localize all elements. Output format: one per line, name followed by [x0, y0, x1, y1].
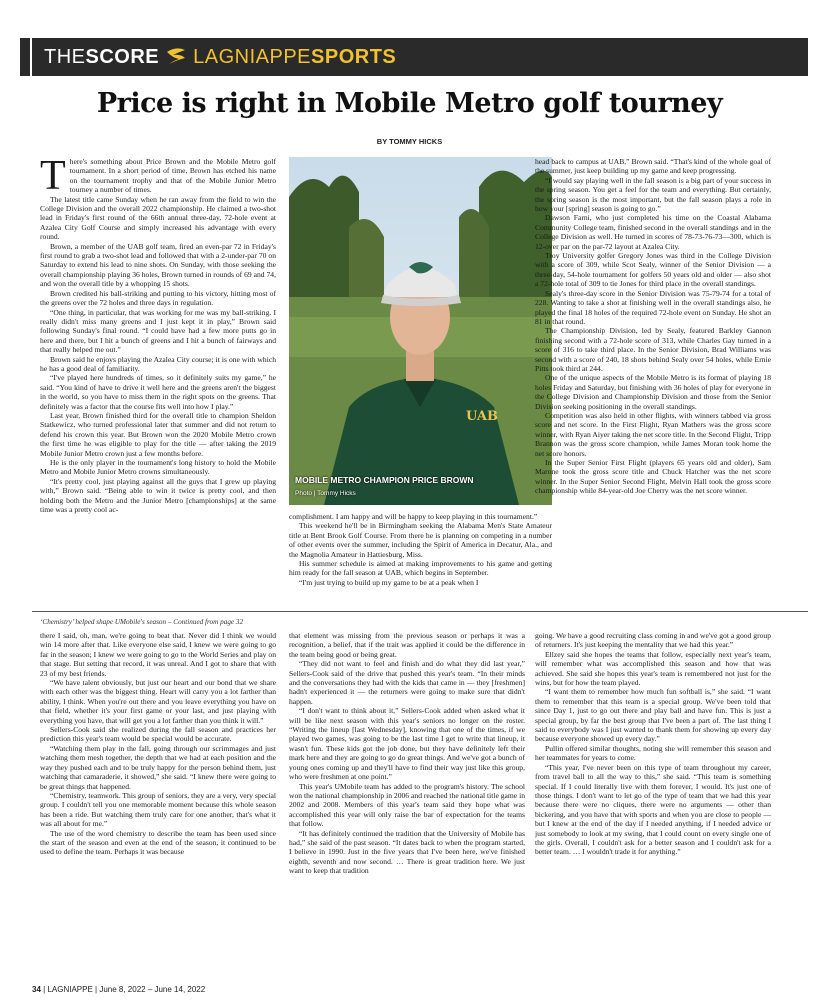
article-column-1: [40, 157, 276, 609]
paragraph: “I would say playing well in the fall season is a big part of your success in the spring season. You get a feel for the team and everything. But certainly, the spring season is the most important, but the fall season plays a role in how your [spring] season is going to go.”: [535, 175, 771, 214]
paragraph: that element was missing from the previous season or perhaps it was a recognition, a belief, that if the trait was applied it could be the difference in the team being good or being great.: [289, 631, 525, 659]
paragraph: Brown said he enjoys playing the Azalea City course; it is one with which he has a good deal of familiarity.: [40, 354, 276, 373]
banner-the: THE: [44, 45, 86, 68]
paragraph: “One thing, in particular, that was working for me was my ball-striking. I really didn't miss many greens and I just kept it in play,” Brown said following Sunday's final round. “I could have had a few more putts go in here and there, but I hit a bunch of greens and I hit a bunch of fairways and that really helped me out.”: [40, 307, 276, 355]
golfer-portrait-image: [289, 157, 552, 505]
paragraph: This weekend he'll be in Birmingham seeking the Alabama Men's State Amateur title at Bent Brook Golf Course. From there he is planning on competing in a number of other events over the summer, including the Spirit of America in Decatur, Ala., and the Magnolia Amateur in Hattiesburg, Miss.: [289, 521, 552, 559]
paragraph: [40, 157, 276, 199]
paragraph: “This year, I've never been on this type of team throughout my career, from travel ball to all the way to this,” she said. “This team is something special. If I could literally live with them forever, I would. It's just one of those things. I don't want to let go of the type of team that we had this year because there were no cliques, there were no arguments — other than bickering, and you have that with sports and when you are close to people — but I knew at the end of the day if I needed anything, if I needed advice or just somebody to look at my swing, that I could count on every single one of the girls. Overall, I couldn't ask for a better season and I couldn't ask for a better team. … I wouldn't trade it for anything.”: [535, 762, 771, 857]
paragraph: The latest title came Sunday when he ran away from the field to win the College Division and the overall 2022 championship. He claimed a two-shot lead in Friday's first round of the 66th annual three-day, 72-hole event at Azalea City Golf Course and simply increased his advantage with every round.: [40, 194, 276, 242]
paragraph: In the Super Senior First Flight (players 65 years old and older), Sam Marone took the gross score title and Chuck Hatcher was the net score winner. In the Super Senior Second Flight, Melvin Hall took the gross score championship while 84-year-old Joe Cherry was the net score winner.: [535, 458, 771, 496]
paragraph: Ellzey said she hopes the teams that follow, especially next year's team, will remember what was accomplished this season and how that was achieved. She said she hopes this year's team is remembered not just for the wins, but for how the team played.: [535, 649, 771, 688]
publication-name: LAGNIAPPE: [47, 985, 93, 994]
paragraph: Sellers-Cook said she realized during the fall season and practices her prediction this year's team would be special would be accurate.: [40, 725, 276, 744]
paragraph: “They did not want to feel and finish and do what they did last year,” Sellers-Cook said of the drive that pushed this year's team. “In their minds and the conversations they had with the kids that came in — they [freshmen] hadn't experienced it — the returners were going to make sure that didn't happen.: [289, 659, 525, 706]
paragraph: there I said, oh, man, we're going to beat that. Never did I think we would win 14 more after that. Like everyone else said, I knew we were going to go far in the season; I knew we were going to go to the World Series and play on that stage. But setting that record, it was unreal. And I got to share that with 23 of my best friends.: [40, 631, 276, 678]
paragraph: Competition was also held in other flights, with winners tabbed via gross score and net score. In the First Flight, Ryan Mathers was the gross score winner, with Ryan Aiyer taking the net score title. In the Second Flight, Tripp Brannon was the gross score champion, while James Moran took home the net score honors.: [535, 410, 771, 458]
photo-caption: MOBILE METRO CHAMPION PRICE BROWN: [295, 475, 474, 485]
section-banner: [32, 38, 808, 76]
paragraph: “I want them to remember how much fun softball is,” she said. “I want them to remember that this team is a special group. We've been told that since Day 1, just to go out there and play ball and have fun. This is just a special group, by far the best group that I've been a part of. The last thing I said to everybody was I just wanted to thank them for showing up every day because everyone showed up every day.”: [535, 687, 771, 744]
jump-column-2: [289, 631, 525, 979]
paragraph: “I don't want to think about it,” Sellers-Cook added when asked what it will be like next season with this year's seniors no longer on the roster. “Writing the lineup [last Wednesday], knowing that one of the times, if we played two games, was going to be the last time I get to write that lineup, it wasn't fun. These kids got the job done, but they have definitely left their mark here and they are going to go do great things. And we've got a bunch of young ones coming up and they'll have to find their way just like this group, who were freshmen at one point.”: [289, 706, 525, 782]
jump-column-3: [535, 631, 771, 979]
paragraph: He is the only player in the tournament's long history to hold the Mobile Metro and Mobile Junior Metro crowns simultaneously.: [40, 458, 276, 477]
paragraph: The Championship Division, led by Sealy, featured Barkley Gannon finishing second with a 72-hole score of 313, while Charles Gay turned in a score of 316 to take third place. In the Senior Division, Brad Williams was second with a score of 240, 18 shots behind Sealy over 54 holes, while Ernie Pitts took third at 244.: [535, 326, 771, 373]
paragraph: This year's UMobile team has added to the program's history. The school won the national championship in 2006 and reached the national title game in 2002 and 2008. Members of this year's team said they hope what was accomplished this year will only raise the bar of expectation for the teams that follow.: [289, 781, 525, 829]
paragraph: Pullin offered similar thoughts, noting she will remember this season and her teammates for years to come.: [535, 743, 771, 763]
paragraph: The use of the word chemistry to describe the team has been used since the start of the season and even at the end of the season, it continued to be used to define the team. Perhaps it was because: [40, 828, 276, 857]
paragraph: complishment. I am happy and will be happy to keep playing in this tournament.”: [289, 512, 538, 521]
banner-score: SCORE: [85, 45, 160, 68]
issue-dates: June 8, 2022 – June 14, 2022: [99, 985, 206, 994]
paragraph: “We have talent obviously, but just our heart and our bond that we share with each other was the biggest thing. Heart will carry you a lot farther than ability, I think. When you're out there and you leave everything you have on that field, whether it's your first game or your last, and just playing with everything you have, that will get you a lot farther than you think it will.”: [40, 678, 276, 725]
paragraph: His summer schedule is aimed at making improvements to his game and getting him ready for the fall season at UAB, which begins in September.: [289, 559, 552, 578]
jump-label: ‘Chemistry’ helped shape UMobile's season – Continued from page 32: [40, 618, 244, 626]
page-footer: 34 | LAGNIAPPE | June 8, 2022 – June 14, 2022: [32, 985, 206, 994]
paragraph: “Watching them play in the fall, going through our scrimmages and just watching them mesh together, the depth that we had at each position and the way they pushed each and to be truly happy for the person behind them, just watching that camaraderie, it showed,” she said. “I knew there were going to be great things that happened.: [40, 743, 276, 791]
banner-sports: SPORTS: [311, 45, 397, 68]
banner-edge: [20, 38, 30, 76]
section-divider: [32, 611, 808, 612]
jump-column-1: [40, 631, 276, 979]
paragraph-text: here's something about Price Brown and the Mobile Metro golf tournament. In a short period of time, Brown has etched his name on the tournament trophy and that of the Mobile Junior Metro tourney a number of times.: [69, 157, 276, 195]
photo-credit: Photo | Tommy Hicks: [295, 490, 356, 497]
paragraph: Dawson Farni, who just completed his time on the Coastal Alabama Community College team, finished second in the overall standings and in the College Division as well. He turned in scores of 78-73-76-73—300, which is 12-over par on the par-72 layout at Azalea City.: [535, 213, 771, 251]
page-number: 34: [32, 985, 41, 994]
paragraph: Sealy's three-day score in the Senior Division was 75-79-74 for a total of 228. Wanting to take a shot at finishing well in the overall standings also, he played the final 18 holes of the required 72-hole event on Sunday. He shot an 81 in that round.: [535, 288, 771, 326]
lagniappe-logo-icon: [163, 44, 189, 70]
paragraph: “It's pretty cool, just playing against all the guys that I grew up playing with,” Brown said. “Being able to win it twice is pretty cool, and then holding both the Metro and the Junior Metro [championships] at the same time was a pretty cool ac-: [40, 476, 276, 515]
paragraph: “Chemistry, teamwork. This group of seniors, they are a very, very special group. I couldn't tell you one memorable moment because this whole season has been a ride. But watching them truly care for one another, that's what it was all about for me.”: [40, 790, 276, 829]
banner-lagniappe: LAGNIAPPE: [193, 45, 312, 68]
shirt-text: UAB: [465, 409, 499, 424]
paragraph: Brown credited his ball-striking and putting to his victory, hitting most of the greens over the 72 holes and three days in regulation.: [40, 288, 276, 308]
article-column-3: [535, 157, 771, 609]
drop-cap: T: [40, 157, 66, 199]
paragraph: going. We have a good recruiting class coming in and we've got a good group of returners. It's just keeping the mentality that we had this year.”: [535, 631, 771, 650]
paragraph: Brown, a member of the UAB golf team, fired an even-par 72 in Friday's first round to grab a two-shot lead and followed that with a 2-under-par 70 on Saturday to extend his lead to nine shots. On Sunday, with those seeking the overall championship playing 36 holes, Brown turned in rounds of 69 and 74, and won the overall title by a whopping 15 shots.: [40, 241, 276, 289]
paragraph: “I've played here hundreds of times, so it definitely suits my game,” he said. “You kind of have to drive it well here and the greens aren't the biggest in the world, so you have to miss them in the right spots on the greens. That definitely was a factor that the course fits well into how I play.”: [40, 373, 276, 411]
paragraph: One of the unique aspects of the Mobile Metro is its format of playing 18 holes Friday and Saturday, but finishing with 36 holes of play for everyone in the College Division and Championship Division and those from the Senior Division seeking positioning in the overall standings.: [535, 373, 771, 411]
article-byline: BY TOMMY HICKS: [376, 137, 443, 146]
paragraph: Last year, Brown finished third for the overall title to champion Sheldon Statkewicz, who turned professional later that summer and did not return to defend his crown this year. But Brown won the 2020 Mobile Metro crown the first time he was eligible to play for the title — after taking the 2019 Mobile Junior Metro crown just a few months before.: [40, 410, 276, 458]
paragraph: Troy University golfer Gregory Jones was third in the College Division with a score of 309, while Scot Sealy, winner of the Senior Division — a three-day, 54-hole tournament for golfers 50 years old and older — also shot a 72-hole total of 309 to tie Jones for third place in the overall standings.: [535, 251, 771, 289]
paragraph: “I'm just trying to build up my game to be at a peak when I: [299, 577, 479, 587]
paragraph: “It has definitely continued the tradition that the University of Mobile has had,” she said of the past season. “It dates back to when the program started, I believe in 1990. Just in the five years that I've been here, we've finished eighth, seventh and now second. … There is great tradition here. We just want to keep that tradition: [289, 828, 525, 876]
article-photo: [289, 157, 552, 505]
paragraph: head back to campus at UAB,” Brown said. “That's kind of the whole goal of the summer, just keep building up my game and keep progressing.: [535, 157, 771, 176]
article-headline: Price is right in Mobile Metro golf tourney: [96, 88, 723, 119]
article-column-2: [289, 512, 552, 609]
